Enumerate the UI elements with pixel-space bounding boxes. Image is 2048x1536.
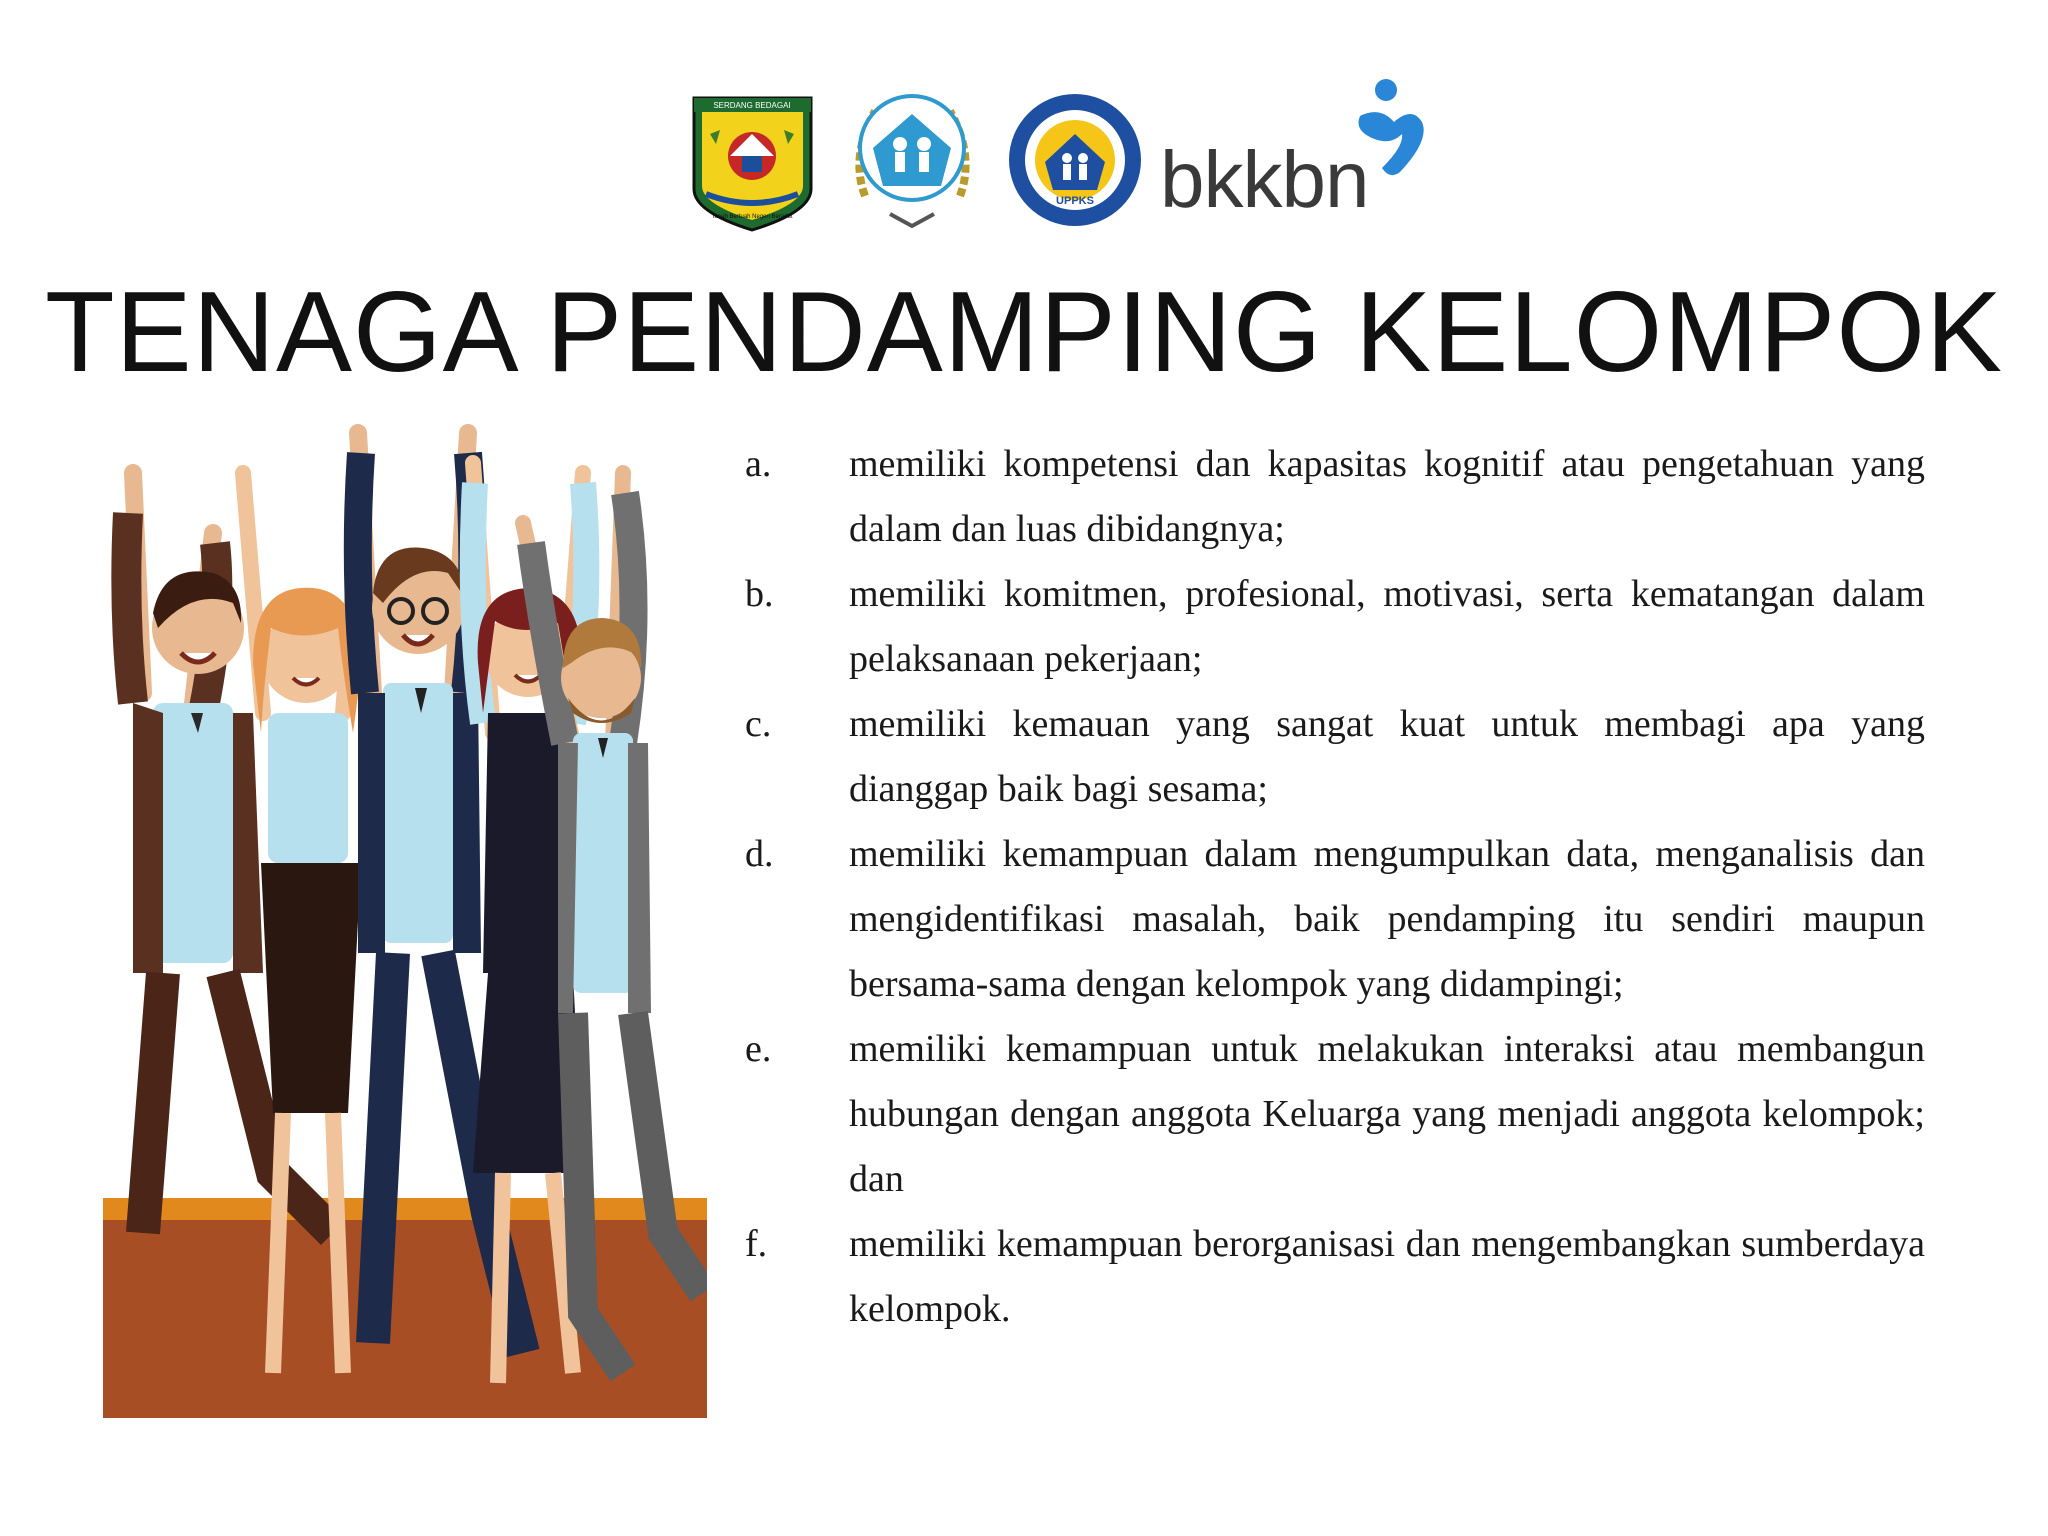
bkkbn-logo <box>1160 72 1430 247</box>
list-item <box>745 1212 1925 1342</box>
list-marker: a. <box>745 443 772 485</box>
uppks-label: UPPKS <box>1056 195 1094 207</box>
list-text: memiliki kemampuan berorganisasi dan mengembangkan sumberdaya kelompok. <box>849 1223 1925 1330</box>
bkkbn-heart-icon <box>1350 76 1430 186</box>
slide-title: TENAGA PENDAMPING KELOMPOK <box>44 269 2004 396</box>
list-item <box>745 692 1925 822</box>
emblem-bottom-text: Tanah Bertuah Negeri Beradat <box>711 214 793 220</box>
list-item <box>745 562 1925 692</box>
uppks-logo <box>1005 90 1145 230</box>
list-text: memiliki kemampuan untuk melakukan interaksi atau membangun hubungan dengan anggota Keluarga yang menjadi anggota kelompok; dan <box>849 1028 1925 1200</box>
list-item <box>745 1017 1925 1212</box>
logo-row <box>690 72 1430 247</box>
list-text: memiliki kompetensi dan kapasitas kognitif atau pengetahuan yang dalam dan luas dibidangnya; <box>849 443 1925 550</box>
floor <box>103 1220 707 1418</box>
list-marker: e. <box>745 1028 772 1070</box>
requirements-list <box>745 432 1925 1342</box>
list-item <box>745 432 1925 562</box>
list-text: memiliki komitmen, profesional, motivasi, serta kematangan dalam pelaksanaan pekerjaan; <box>849 573 1925 680</box>
list-text: memiliki kemampuan dalam mengumpulkan data, menganalisis dan mengidentifikasi masalah, baik pendamping itu sendiri maupun bersama-sama dengan kelompok yang didampingi; <box>849 833 1925 1005</box>
bkkbn-wordmark: bkkbn <box>1160 135 1369 224</box>
list-marker: c. <box>745 703 772 745</box>
team-celebration-illustration <box>103 413 707 1418</box>
floor-edge <box>103 1198 707 1220</box>
list-marker: d. <box>745 833 774 875</box>
list-text: memiliki kemauan yang sangat kuat untuk membagi apa yang dianggap baik bagi sesama; <box>849 703 1925 810</box>
asosiasi-uppks-logo <box>845 86 980 236</box>
list-marker: b. <box>745 573 774 615</box>
list-marker: f. <box>745 1223 768 1265</box>
list-item <box>745 822 1925 1017</box>
emblem-top-text: SERDANG BEDAGAI <box>713 101 791 110</box>
serdang-bedagai-emblem <box>690 94 815 234</box>
